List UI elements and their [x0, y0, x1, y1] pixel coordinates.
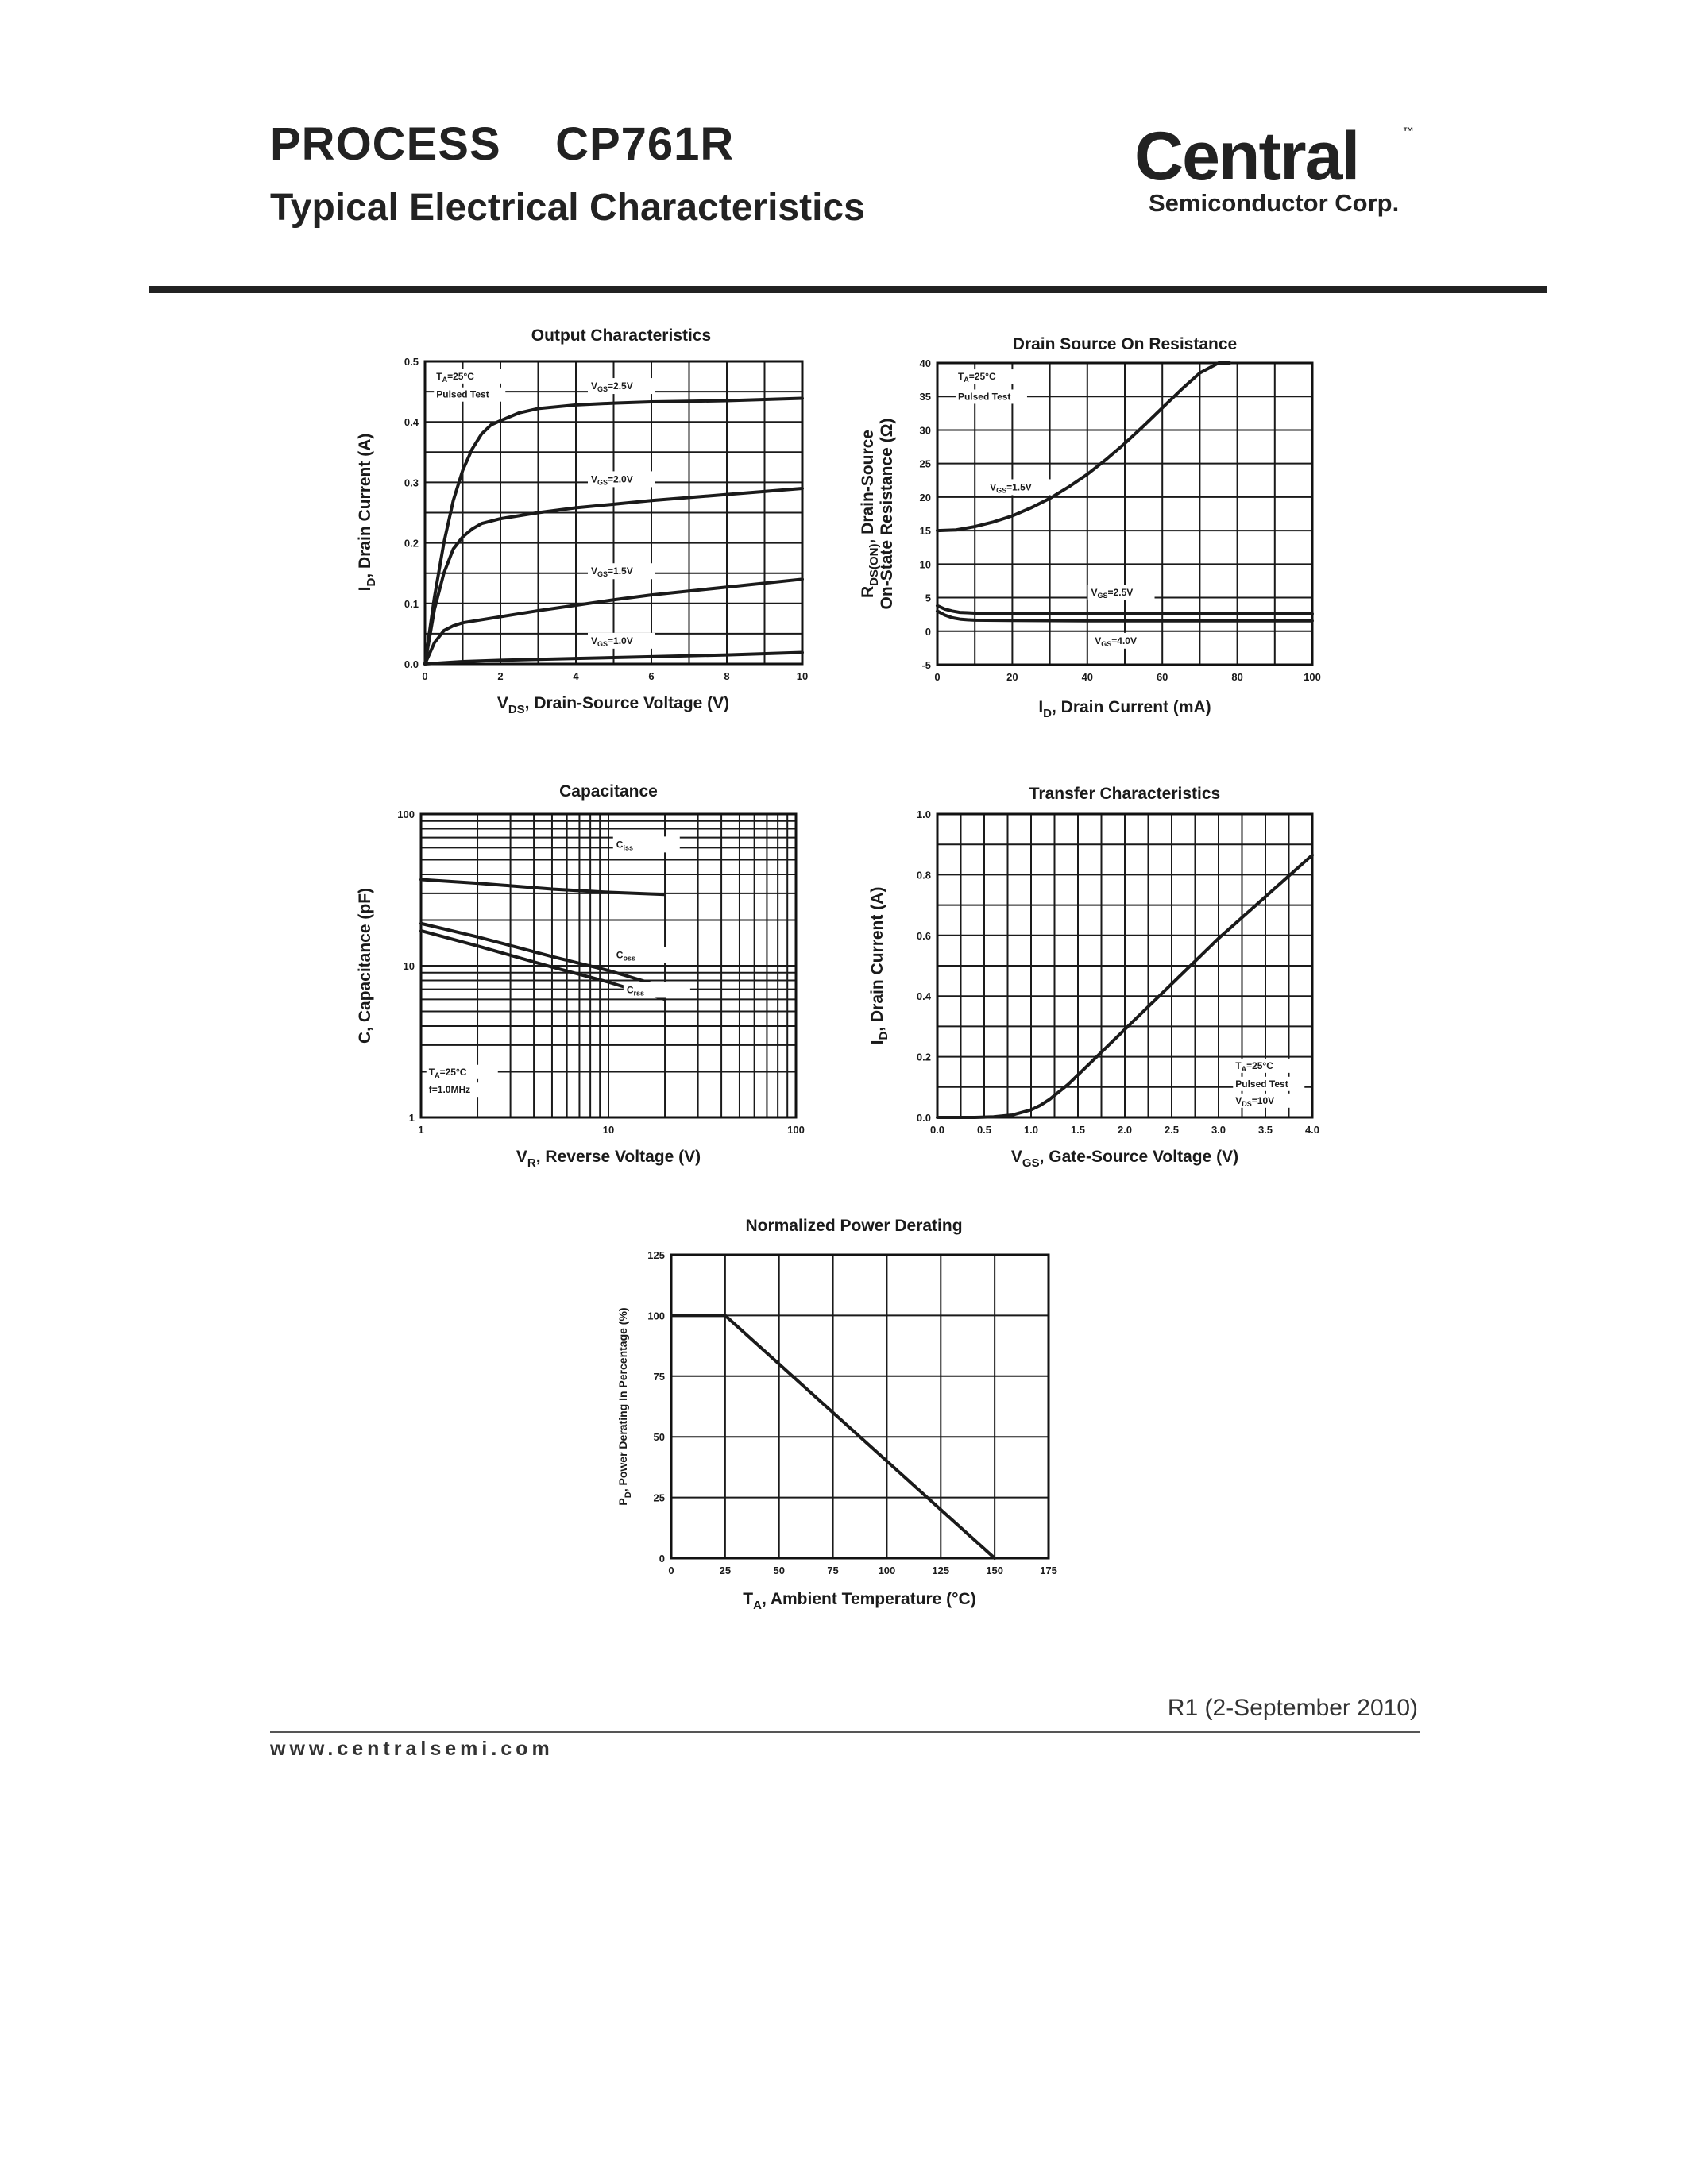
tick-labels: [647, 1249, 1057, 1576]
x-tick-label: 0: [422, 670, 428, 682]
series-label: $C_{rss}$: [626, 984, 645, 997]
series-label: $V_{GS}=2.5V$: [1091, 587, 1134, 600]
x-tick-label: 6: [648, 670, 655, 682]
x-axis-label: $T_A$, Ambient Temperature (°C): [743, 1590, 976, 1612]
y-tick-label: 0.5: [404, 356, 419, 368]
y-tick-label: 0: [659, 1553, 665, 1565]
chart-title: Capacitance: [559, 782, 658, 801]
y-tick-label: 0.4: [404, 416, 419, 429]
annotations: [427, 1065, 498, 1097]
y-tick-label: 40: [919, 357, 931, 369]
logo-wordmark: Central: [1134, 118, 1359, 195]
annotation-text: f=1.0MHz: [428, 1084, 471, 1096]
page-title: PROCESS CP761R: [270, 118, 735, 170]
x-tick-label: 100: [878, 1565, 896, 1576]
y-tick-label: 0: [925, 625, 931, 638]
y-tick-label: 0.2: [404, 537, 419, 550]
x-tick-label: 125: [932, 1565, 950, 1576]
x-tick-label: 4.0: [1304, 1124, 1320, 1136]
x-tick-label: 20: [1006, 671, 1018, 683]
series-label: $C_{iss}$: [616, 839, 633, 852]
central-semiconductor-logo: [1134, 118, 1420, 221]
y-axis-label: $I_D$, Drain Current (A): [868, 886, 890, 1045]
y-tick-label: 125: [647, 1249, 665, 1261]
x-tick-label: 1: [418, 1124, 424, 1136]
annotation-text: $T_A=25^\circ C$: [957, 371, 996, 384]
x-tick-label: 150: [986, 1565, 1003, 1576]
series-label: $V_{GS}=1.5V$: [990, 481, 1032, 495]
x-tick-label: 2: [497, 670, 504, 682]
x-tick-label: 1.5: [1070, 1124, 1086, 1136]
y-axis-label-line2: On-State Resistance (Ω): [878, 418, 896, 610]
series-label: $V_{GS}=1.5V$: [591, 565, 633, 579]
plot-area: [421, 879, 665, 999]
x-tick-label: 75: [827, 1565, 839, 1576]
logo-trademark: ™: [1403, 125, 1414, 137]
annotation-text: Pulsed Test: [1235, 1078, 1288, 1090]
x-tick-label: 60: [1156, 671, 1168, 683]
y-tick-label: 1: [408, 1112, 415, 1124]
series-line: [937, 363, 1230, 531]
x-tick-label: 3.5: [1257, 1124, 1273, 1136]
chart-title: Normalized Power Derating: [745, 1217, 963, 1235]
x-tick-label: 8: [724, 670, 730, 682]
x-tick-label: 100: [1304, 671, 1321, 683]
annotations: [434, 369, 505, 402]
annotations: [1233, 1059, 1304, 1108]
x-tick-label: 2.5: [1164, 1124, 1180, 1136]
x-tick-label: 50: [773, 1565, 785, 1576]
x-tick-label: 1.0: [1023, 1124, 1039, 1136]
x-tick-label: 0: [934, 671, 941, 683]
annotations: [956, 369, 1027, 403]
y-tick-label: 0.2: [916, 1051, 931, 1063]
y-tick-label: 0.8: [916, 869, 931, 882]
y-tick-label: 10: [919, 558, 931, 571]
series-label: $V_{GS}=2.5V$: [591, 380, 633, 394]
chart-title: Output Characteristics: [531, 326, 712, 345]
y-axis-label: C, Capacitance (pF): [356, 887, 374, 1044]
y-tick-label: 75: [653, 1370, 665, 1383]
series-label: $V_{GS}=4.0V$: [1095, 635, 1137, 648]
series-labels: [613, 836, 690, 997]
x-tick-label: 4: [573, 670, 579, 682]
annotation-text: Pulsed Test: [957, 391, 1011, 403]
x-tick-label: 2.0: [1117, 1124, 1133, 1136]
x-tick-label: 40: [1081, 671, 1094, 683]
x-tick-label: 10: [796, 670, 809, 682]
output-characteristics-chart: [342, 318, 826, 731]
series-label: $V_{GS}=1.0V$: [591, 635, 633, 648]
y-tick-label: 0.4: [916, 990, 931, 1003]
y-axis-label: $I_D$, Drain Current (A): [356, 433, 378, 592]
annotation-text: $T_A=25^\circ C$: [436, 370, 474, 384]
page-subtitle: Typical Electrical Characteristics: [270, 187, 865, 229]
y-tick-label: 0.3: [404, 477, 419, 489]
x-tick-label: 10: [602, 1124, 615, 1136]
drain-source-on-resistance-chart: [859, 327, 1346, 724]
header-divider: [149, 286, 1547, 293]
annotation-text: $T_A=25^\circ C$: [428, 1066, 467, 1079]
series-label: $V_{GS}=2.0V$: [591, 473, 633, 487]
y-tick-label: 25: [919, 457, 931, 470]
y-tick-label: 0.6: [916, 929, 931, 942]
y-tick-label: 20: [919, 491, 931, 504]
x-axis-label: $V_{DS}$, Drain-Source Voltage (V): [496, 694, 730, 716]
annotation-text: Pulsed Test: [436, 388, 489, 400]
logo-tagline: Semiconductor Corp.: [1149, 189, 1400, 217]
series-line: [421, 879, 665, 894]
x-axis-label: $V_R$, Reverse Voltage (V): [516, 1148, 701, 1170]
capacitance-chart: [342, 774, 826, 1171]
series-label: $C_{oss}$: [616, 949, 635, 963]
x-tick-label: 175: [1040, 1565, 1057, 1576]
x-tick-label: 80: [1231, 671, 1243, 683]
y-tick-label: 0.0: [404, 658, 419, 670]
y-tick-label: 0.0: [916, 1112, 931, 1124]
website-link[interactable]: www.centralsemi.com: [270, 1738, 554, 1760]
plot-frame: [671, 1255, 1049, 1558]
annotation-text: $V_{DS}=10V$: [1235, 1094, 1275, 1108]
power-derating-chart: [608, 1207, 1092, 1620]
x-tick-label: 0.0: [929, 1124, 945, 1136]
y-axis-label: $R_{DS(ON)}$, Drain-Source: [859, 429, 881, 599]
x-tick-label: 100: [787, 1124, 805, 1136]
grid: [671, 1255, 1049, 1558]
chart-title: Drain Source On Resistance: [1012, 335, 1238, 353]
annotation-text: $T_A=25^\circ C$: [1235, 1059, 1273, 1073]
y-tick-label: 1.0: [916, 808, 931, 820]
y-tick-label: 50: [653, 1431, 665, 1444]
y-tick-label: 25: [653, 1491, 665, 1504]
y-tick-label: 100: [397, 808, 415, 820]
transfer-characteristics-chart: [862, 774, 1346, 1171]
revision-text: R1 (2-September 2010): [1167, 1695, 1418, 1721]
y-tick-label: 100: [647, 1310, 665, 1322]
y-tick-label: 15: [919, 525, 931, 538]
x-axis-label: $I_D$, Drain Current (mA): [1038, 698, 1211, 720]
footer-divider: [270, 1731, 1420, 1733]
y-tick-label: 35: [919, 391, 931, 403]
x-tick-label: 0.5: [976, 1124, 992, 1136]
y-tick-label: 5: [925, 592, 931, 604]
y-tick-label: 0.1: [404, 597, 419, 610]
x-axis-label: $V_{GS}$, Gate-Source Voltage (V): [1010, 1148, 1239, 1170]
x-tick-label: 3.0: [1211, 1124, 1226, 1136]
y-tick-label: 30: [919, 424, 931, 437]
x-tick-label: 0: [668, 1565, 674, 1576]
chart-title: Transfer Characteristics: [1029, 785, 1221, 803]
y-axis-label: $P_D$, Power Derating In Percentage (%): [616, 1307, 633, 1506]
y-tick-label: 10: [403, 960, 415, 972]
x-tick-label: 25: [719, 1565, 732, 1576]
y-tick-label: -5: [921, 659, 931, 671]
